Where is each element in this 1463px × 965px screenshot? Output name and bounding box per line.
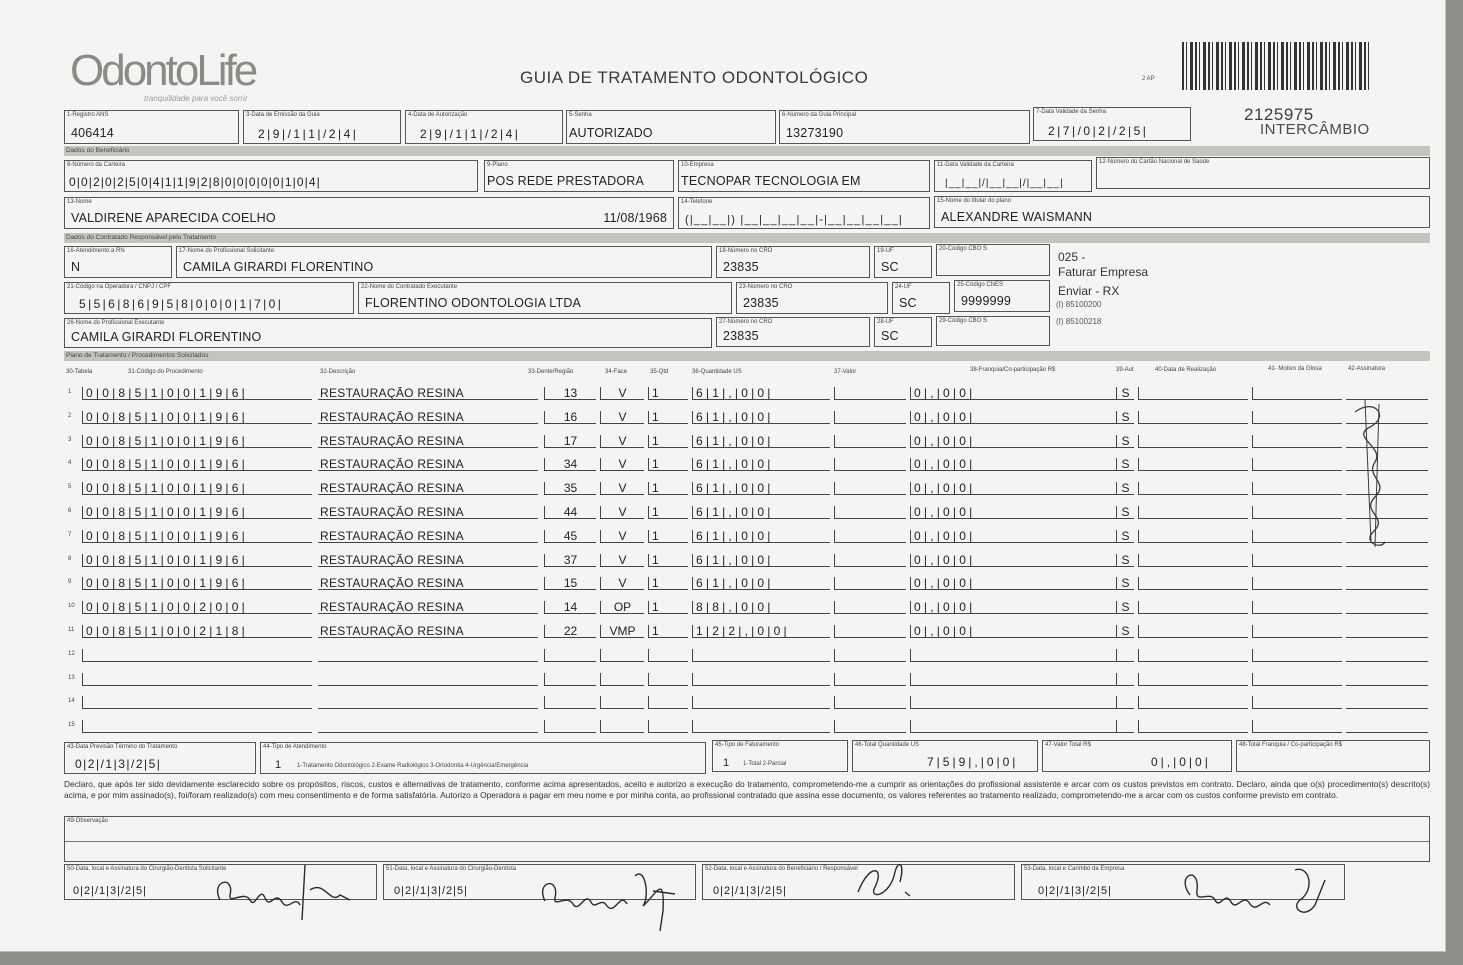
cell-aut[interactable]: S — [1116, 435, 1134, 448]
cell-aut[interactable] — [1116, 649, 1134, 662]
cell-copay[interactable]: 0|,|0|0| — [910, 601, 1120, 614]
cell-signature[interactable] — [1346, 720, 1428, 733]
cell-completion-date[interactable] — [1138, 720, 1248, 733]
cell-aut[interactable]: S — [1116, 577, 1134, 590]
cell-qty[interactable]: 1 — [648, 458, 688, 471]
cell-us-qty[interactable]: 6|1|,|0|0| — [692, 554, 830, 567]
cell-value[interactable] — [834, 720, 906, 733]
row-signatures-scribble — [1345, 392, 1401, 552]
cell-us-qty[interactable]: 6|1|,|0|0| — [692, 435, 830, 448]
cell-face[interactable]: V — [600, 554, 644, 567]
field-uf-executing[interactable]: 28-UF SC — [874, 317, 932, 347]
field-cro-requesting[interactable]: 18-Número no CRO 23835 — [716, 246, 870, 278]
field-total-value[interactable]: 47-Valor Total R$ 0|,|0|0| — [1042, 740, 1232, 772]
row-number: 13 — [68, 674, 75, 681]
birth-date: 11/08/1968 — [603, 211, 667, 225]
cell-tooth[interactable] — [544, 720, 596, 733]
field-holder-name[interactable]: 15-Nome do titular do plano ALEXANDRE WAISMANN — [934, 196, 1430, 228]
cell-tooth[interactable]: 14 — [544, 601, 596, 614]
table-row[interactable] — [64, 379, 1430, 403]
cell-us-qty[interactable]: 1|2|2|,|0|0| — [692, 625, 830, 638]
cell-tooth[interactable]: 45 — [544, 530, 596, 543]
cell-completion-date[interactable] — [1138, 530, 1248, 543]
cell-face[interactable] — [600, 673, 644, 686]
col-procedure-code: 31-Código do Procedimento — [128, 369, 203, 375]
cell-description[interactable] — [318, 673, 538, 686]
cell-aut[interactable] — [1116, 673, 1134, 686]
cell-aut[interactable] — [1116, 720, 1134, 733]
cell-denial-reason[interactable] — [1252, 625, 1342, 638]
row-number: 9 — [68, 579, 72, 586]
cell-procedure-code[interactable]: 0|0|8|5|1|0|0|1|9|6| — [82, 435, 312, 448]
section-beneficiary: Dados do Beneficiário — [64, 146, 1430, 156]
cell-denial-reason[interactable] — [1252, 530, 1342, 543]
table-row[interactable] — [64, 712, 1430, 736]
cell-value[interactable] — [834, 673, 906, 686]
odontolife-logo — [70, 46, 270, 106]
declaration-text: Declaro, que após ter sido devidamente esclarecido sobre os propósitos, riscos, custos e alternativas de tratamento, conforme acima apresentados, aceito e autorizo a execução do tratamento, comprometendo-me a cumprir as orientações do profissional assistente e arcar com os custos previstos em contrato. Declaro, ainda que o(s) procedimento(s) descrito(s) acima, e por mim assinado(s), foi/foram realizado(s) com meu consentimento e de forma satisfatória. Autorizo a Operadora a pagar em meu nome e por minha conta, ao profissional contratado que assina esse documento, os valores referentes ao tratamento realizado, comprometendo-me a arcar com os custos conforme previsto em contrato. — [64, 779, 1430, 800]
field-issue-date[interactable]: 3-Data de Emissão da Guia 2|9|/1|1|/2|4| — [243, 110, 401, 144]
cell-us-qty[interactable] — [692, 649, 830, 662]
cell-procedure-code[interactable]: 0|0|8|5|1|0|0|1|9|6| — [82, 530, 312, 543]
signature-dentist[interactable]: 51-Data, local e Assinatura do Cirurgião-Dentista 0|2|/1|3|/2|5| — [383, 864, 696, 900]
cell-tooth[interactable]: 37 — [544, 554, 596, 567]
cell-copay[interactable]: 0|,|0|0| — [910, 435, 1120, 448]
cell-procedure-code[interactable] — [82, 720, 312, 733]
cell-qty[interactable]: 1 — [648, 387, 688, 400]
field-ans-registry[interactable]: 1-Registro ANS 406414 — [64, 110, 239, 144]
col-face: 34-Face — [605, 369, 628, 375]
cell-us-qty[interactable]: 8|8|,|0|0| — [692, 601, 830, 614]
cell-value[interactable] — [834, 577, 906, 590]
cell-face[interactable]: V — [600, 458, 644, 471]
cell-denial-reason[interactable] — [1252, 554, 1342, 567]
cell-qty[interactable]: 1 — [648, 601, 688, 614]
cell-signature[interactable] — [1346, 696, 1428, 709]
field-cbo-requesting[interactable]: 20-Código CBO S — [936, 244, 1050, 276]
cell-denial-reason[interactable] — [1252, 482, 1342, 495]
table-row[interactable] — [64, 688, 1430, 712]
cell-us-qty[interactable] — [692, 673, 830, 686]
field-cbo-executing[interactable]: 29-Código CBO S — [936, 316, 1050, 346]
cell-description[interactable]: RESTAURAÇÃO RESINA — [318, 482, 538, 495]
cell-description[interactable]: RESTAURAÇÃO RESINA — [318, 530, 538, 543]
side-note-ref-1: (I) 85100200 — [1056, 300, 1102, 309]
cell-tooth[interactable]: 17 — [544, 435, 596, 448]
table-row[interactable] — [64, 617, 1430, 641]
row-number: 2 — [68, 412, 72, 419]
cell-qty[interactable]: 1 — [648, 482, 688, 495]
col-description: 32-Descrição — [320, 369, 356, 375]
table-row[interactable] — [64, 427, 1430, 451]
cell-completion-date[interactable] — [1138, 625, 1248, 638]
col-signature: 42-Assinatura — [1348, 366, 1386, 372]
field-password-validity[interactable]: 7-Data Validade da Senha 2|7|/0|2|/2|5| — [1033, 107, 1191, 141]
cell-value[interactable] — [834, 506, 906, 519]
cell-tooth[interactable]: 22 — [544, 625, 596, 638]
cell-value[interactable] — [834, 696, 906, 709]
table-row[interactable] — [64, 569, 1430, 593]
table-row[interactable] — [64, 593, 1430, 617]
row-number: 3 — [68, 436, 72, 443]
via-label: 2 AP — [1142, 76, 1155, 82]
cell-face[interactable]: OP — [600, 601, 644, 614]
cell-copay[interactable] — [910, 673, 1120, 686]
col-completion-date: 40-Data de Realização — [1155, 367, 1217, 373]
cell-description[interactable] — [318, 720, 538, 733]
cell-description[interactable]: RESTAURAÇÃO RESINA — [318, 577, 538, 590]
cell-completion-date[interactable] — [1138, 601, 1248, 614]
table-row[interactable] — [64, 498, 1430, 522]
cell-copay[interactable]: 0|,|0|0| — [910, 387, 1120, 400]
cell-denial-reason[interactable] — [1252, 387, 1342, 400]
cell-description[interactable]: RESTAURAÇÃO RESINA — [318, 435, 538, 448]
cell-signature[interactable] — [1346, 554, 1428, 567]
field-main-guide-number[interactable]: 6-Número da Guia Principal 13273190 — [779, 110, 1030, 144]
field-total-copay[interactable]: 48-Total Franquia / Co-participação R$ — [1236, 740, 1430, 772]
signature-company-stamp[interactable]: 53-Data, local e Carimbo da Empresa 0|2|/1|3|/2|5| — [1021, 864, 1345, 900]
field-plan[interactable]: 9-Plano POS REDE PRESTADORA — [484, 160, 674, 192]
cell-description[interactable]: RESTAURAÇÃO RESINA — [318, 625, 538, 638]
cell-copay[interactable]: 0|,|0|0| — [910, 577, 1120, 590]
field-executing-contractor[interactable]: 22-Nome do Contratado Executante FLORENTINO ODONTOLOGIA LTDA — [358, 282, 732, 314]
side-note-rx: Enviar - RX — [1058, 284, 1120, 298]
cell-value[interactable] — [834, 458, 906, 471]
field-requesting-professional[interactable]: 17-Nome do Profissional Solicitante CAMILA GIRARDI FLORENTINO — [176, 246, 712, 278]
cell-denial-reason[interactable] — [1252, 577, 1342, 590]
field-observation[interactable]: 49-Observação — [64, 816, 1430, 862]
cell-aut[interactable]: S — [1116, 625, 1134, 638]
cell-face[interactable]: V — [600, 411, 644, 424]
guide-number: 2125975 — [1244, 105, 1314, 124]
cell-description[interactable]: RESTAURAÇÃO RESINA — [318, 387, 538, 400]
logo-wordmark: OdontoLife — [70, 46, 256, 95]
signature-requesting-dentist[interactable]: 50-Data, local e Assinatura do Cirurgião-Dentista Solicitante 0|2|/1|3|/2|5| — [64, 864, 377, 900]
cell-tooth[interactable]: 34 — [544, 458, 596, 471]
col-value: 37-Valor — [834, 369, 857, 375]
cell-completion-date[interactable] — [1138, 435, 1248, 448]
cell-value[interactable] — [834, 554, 906, 567]
row-number: 5 — [68, 484, 72, 491]
cell-aut[interactable]: S — [1116, 387, 1134, 400]
cell-aut[interactable]: S — [1116, 411, 1134, 424]
cell-signature[interactable] — [1346, 649, 1428, 662]
cell-completion-date[interactable] — [1138, 506, 1248, 519]
cell-aut[interactable] — [1116, 696, 1134, 709]
col-denial-reason: 41- Motivo da Glosa — [1268, 366, 1322, 372]
cell-copay[interactable]: 0|,|0|0| — [910, 530, 1120, 543]
cell-qty[interactable]: 1 — [648, 411, 688, 424]
cell-qty[interactable]: 1 — [648, 577, 688, 590]
field-uf-executing-contractor[interactable]: 24-UF SC — [892, 282, 950, 314]
cell-face[interactable] — [600, 696, 644, 709]
cell-copay[interactable]: 0|,|0|0| — [910, 411, 1120, 424]
field-billing-type[interactable]: 45-Tipo de Faturamento 1 1-Total 2-Parcial — [712, 740, 848, 772]
cell-face[interactable]: V — [600, 387, 644, 400]
cell-us-qty[interactable]: 6|1|,|0|0| — [692, 577, 830, 590]
cell-value[interactable] — [834, 530, 906, 543]
field-beneficiary-name[interactable]: 13-Nome VALDIRENE APARECIDA COELHO 11/08/1968 — [64, 197, 674, 229]
guide-type: INTERCÂMBIO — [1260, 121, 1370, 138]
field-executing-professional[interactable]: 26-Nome do Profissional Executante CAMILA GIRARDI FLORENTINO — [64, 318, 712, 348]
cell-value[interactable] — [834, 625, 906, 638]
row-number: 11 — [68, 627, 75, 633]
field-total-us[interactable]: 46-Total Quantidade US 7|5|9|,|0|0| — [852, 740, 1038, 772]
cell-us-qty[interactable] — [692, 720, 830, 733]
barcode-icon — [1182, 42, 1369, 90]
section-treatment-plan: Plano de Tratamento / Procedimentos Solicitados — [64, 351, 1430, 361]
cell-denial-reason[interactable] — [1252, 506, 1342, 519]
cell-qty[interactable]: 1 — [648, 554, 688, 567]
table-row[interactable] — [64, 546, 1430, 570]
row-number: 12 — [68, 650, 75, 657]
cell-face[interactable] — [600, 649, 644, 662]
cell-value[interactable] — [834, 435, 906, 448]
field-expected-end-date[interactable]: 43-Data Previsão Término do Tratamento 0|2|/1|3|/2|5| — [64, 742, 256, 774]
cell-denial-reason[interactable] — [1252, 673, 1342, 686]
cell-completion-date[interactable] — [1138, 387, 1248, 400]
col-us-qty: 36-Quantidade US — [692, 369, 742, 375]
cell-face[interactable]: V — [600, 435, 644, 448]
row-number: 1 — [68, 389, 72, 395]
table-row[interactable] — [64, 641, 1430, 665]
signature-scribble-2 — [535, 856, 685, 936]
cell-face[interactable]: V — [600, 530, 644, 543]
cell-procedure-code[interactable]: 0|0|8|5|1|0|0|1|9|6| — [82, 411, 312, 424]
field-cro-executing[interactable]: 27-Número no CRO 23835 — [716, 317, 870, 347]
cell-aut[interactable]: S — [1116, 482, 1134, 495]
cell-us-qty[interactable]: 6|1|,|0|0| — [692, 387, 830, 400]
cell-completion-date[interactable] — [1138, 411, 1248, 424]
section-contracted: Dados do Contratado Responsável pelo Tratamento — [64, 233, 1430, 243]
table-row[interactable] — [64, 450, 1430, 474]
table-row[interactable] — [64, 522, 1430, 546]
cell-completion-date[interactable] — [1138, 673, 1248, 686]
cell-description[interactable] — [318, 649, 538, 662]
cell-procedure-code[interactable]: 0|0|8|5|1|0|0|1|9|6| — [82, 506, 312, 519]
cell-procedure-code[interactable] — [82, 649, 312, 662]
row-number: 8 — [68, 555, 72, 562]
field-authorization-date[interactable]: 4-Data de Autorização 2|9|/1|1|/2|4| — [405, 110, 563, 144]
signature-scribble-4 — [1175, 860, 1335, 930]
cell-signature[interactable] — [1346, 673, 1428, 686]
cell-aut[interactable]: S — [1116, 530, 1134, 543]
cell-value[interactable] — [834, 649, 906, 662]
cell-denial-reason[interactable] — [1252, 649, 1342, 662]
cell-us-qty[interactable]: 6|1|,|0|0| — [692, 458, 830, 471]
cell-denial-reason[interactable] — [1252, 411, 1342, 424]
cell-us-qty[interactable]: 6|1|,|0|0| — [692, 506, 830, 519]
col-qty: 35-Qtd — [650, 369, 669, 375]
cell-aut[interactable]: S — [1116, 601, 1134, 614]
col-copay: 38-Franquia/Co-participação R$ — [970, 367, 1056, 373]
cell-us-qty[interactable]: 6|1|,|0|0| — [692, 411, 830, 424]
cell-signature[interactable] — [1346, 577, 1428, 590]
field-cro-executing-contractor[interactable]: 23-Número no CRO 23835 — [736, 282, 888, 314]
cell-face[interactable]: V — [600, 577, 644, 590]
cell-description[interactable]: RESTAURAÇÃO RESINA — [318, 458, 538, 471]
table-row[interactable] — [64, 403, 1430, 427]
cell-procedure-code[interactable]: 0|0|8|5|1|0|0|1|9|6| — [82, 482, 312, 495]
cell-description[interactable]: RESTAURAÇÃO RESINA — [318, 411, 538, 424]
side-note-code: 025 - — [1058, 250, 1086, 264]
cell-signature[interactable] — [1346, 601, 1428, 614]
row-number: 10 — [68, 603, 75, 610]
cell-qty[interactable]: 1 — [648, 530, 688, 543]
cell-denial-reason[interactable] — [1252, 435, 1342, 448]
cell-procedure-code[interactable]: 0|0|8|5|1|0|0|2|1|8| — [82, 625, 312, 638]
cell-tooth[interactable] — [544, 696, 596, 709]
side-note-billing: Faturar Empresa — [1058, 265, 1149, 279]
cell-qty[interactable]: 1 — [648, 435, 688, 448]
cell-description[interactable]: RESTAURAÇÃO RESINA — [318, 554, 538, 567]
cell-procedure-code[interactable]: 0|0|8|5|1|0|0|1|9|6| — [82, 458, 312, 471]
cell-tooth[interactable]: 15 — [544, 577, 596, 590]
table-row[interactable] — [64, 665, 1430, 689]
field-national-health-card[interactable]: 12-Número do Cartão Nacional de Saúde — [1096, 157, 1430, 189]
cell-qty[interactable] — [648, 720, 688, 733]
cell-tooth[interactable]: 16 — [544, 411, 596, 424]
cell-tooth[interactable] — [544, 673, 596, 686]
cell-procedure-code[interactable] — [82, 673, 312, 686]
cell-copay[interactable]: 0|,|0|0| — [910, 554, 1120, 567]
cell-face[interactable] — [600, 720, 644, 733]
cell-completion-date[interactable] — [1138, 696, 1248, 709]
cell-copay[interactable] — [910, 696, 1120, 709]
cell-procedure-code[interactable]: 0|0|8|5|1|0|0|1|9|6| — [82, 577, 312, 590]
side-note-ref-2: (I) 85100218 — [1056, 317, 1102, 326]
cell-tooth[interactable]: 35 — [544, 482, 596, 495]
page-title: GUIA DE TRATAMENTO ODONTOLÓGICO — [520, 68, 869, 87]
cell-qty[interactable]: 1 — [648, 625, 688, 638]
field-care-type[interactable]: 44-Tipo de Atendimento 1 1-Tratamento Odontológico 2-Exame Radiológico 3-Ortodontia 4-Urgência/Emergência — [260, 742, 706, 774]
cell-us-qty[interactable]: 6|1|,|0|0| — [692, 482, 830, 495]
cell-aut[interactable]: S — [1116, 506, 1134, 519]
field-operator-code[interactable]: 21-Código na Operadora / CNPJ / CPF 5|5|6|8|6|9|5|8|0|0|0|1|7|0| — [64, 282, 354, 314]
cell-tooth[interactable] — [544, 649, 596, 662]
cell-qty[interactable] — [648, 649, 688, 662]
cell-description[interactable]: RESTAURAÇÃO RESINA — [318, 601, 538, 614]
field-cnes[interactable]: 25-Código CNES 9999999 — [954, 280, 1050, 312]
cell-copay[interactable] — [910, 720, 1120, 733]
cell-us-qty[interactable]: 6|1|,|0|0| — [692, 530, 830, 543]
cell-tooth[interactable]: 44 — [544, 506, 596, 519]
cell-description[interactable] — [318, 696, 538, 709]
row-number: 7 — [68, 531, 72, 538]
cell-aut[interactable]: S — [1116, 554, 1134, 567]
cell-copay[interactable]: 0|,|0|0| — [910, 506, 1120, 519]
cell-procedure-code[interactable] — [82, 696, 312, 709]
col-tooth: 33-Dente/Região — [528, 369, 574, 375]
logo-tagline: tranquilidade para você sorrir — [144, 94, 248, 103]
signature-beneficiary[interactable]: 52-Data, local e Assinatura do Beneficiário / Responsável 0|2|/1|3|/2|5| — [702, 864, 1015, 900]
cell-denial-reason[interactable] — [1252, 696, 1342, 709]
cell-completion-date[interactable] — [1138, 482, 1248, 495]
cell-procedure-code[interactable]: 0|0|8|5|1|0|0|2|0|0| — [82, 601, 312, 614]
row-number: 4 — [68, 460, 72, 467]
cell-value[interactable] — [834, 387, 906, 400]
field-phone[interactable]: 14-Telefone (|__|__|) |__|__|__|__|-|__|__|__|__| — [678, 197, 930, 229]
cell-copay[interactable]: 0|,|0|0| — [910, 625, 1120, 638]
cell-value[interactable] — [834, 482, 906, 495]
row-number: 6 — [68, 508, 72, 514]
cell-tooth[interactable]: 13 — [544, 387, 596, 400]
col-aut: 39-Aut — [1116, 367, 1134, 373]
table-row[interactable] — [64, 474, 1430, 498]
row-number: 14 — [68, 698, 75, 705]
cell-qty[interactable]: 1 — [648, 506, 688, 519]
field-card-number[interactable]: 8-Número da Carteira 0|0|2|0|2|5|0|4|1|1|9|2|8|0|0|0|0|0|1|0|4| — [64, 160, 478, 192]
col-table: 30-Tabela — [66, 369, 93, 375]
cell-denial-reason[interactable] — [1252, 720, 1342, 733]
cell-qty[interactable] — [648, 696, 688, 709]
cell-procedure-code[interactable]: 0|0|8|5|1|0|0|1|9|6| — [82, 554, 312, 567]
cell-procedure-code[interactable]: 0|0|8|5|1|0|0|1|9|6| — [82, 387, 312, 400]
cell-value[interactable] — [834, 601, 906, 614]
cell-denial-reason[interactable] — [1252, 458, 1342, 471]
cell-face[interactable]: VMP — [600, 625, 644, 638]
cell-aut[interactable]: S — [1116, 458, 1134, 471]
cell-completion-date[interactable] — [1138, 458, 1248, 471]
cell-us-qty[interactable] — [692, 696, 830, 709]
field-password[interactable]: 5-Senha AUTORIZADO — [566, 110, 776, 144]
cell-copay[interactable]: 0|,|0|0| — [910, 482, 1120, 495]
cell-qty[interactable] — [648, 673, 688, 686]
field-company[interactable]: 10-Empresa TECNOPAR TECNOLOGIA EM — [678, 160, 930, 192]
cell-completion-date[interactable] — [1138, 577, 1248, 590]
cell-signature[interactable] — [1346, 625, 1428, 638]
cell-face[interactable]: V — [600, 482, 644, 495]
cell-completion-date[interactable] — [1138, 649, 1248, 662]
row-number: 15 — [68, 722, 75, 729]
cell-value[interactable] — [834, 411, 906, 424]
cell-copay[interactable] — [910, 649, 1120, 662]
cell-completion-date[interactable] — [1138, 554, 1248, 567]
cell-description[interactable]: RESTAURAÇÃO RESINA — [318, 506, 538, 519]
cell-face[interactable]: V — [600, 506, 644, 519]
field-card-validity[interactable]: 11-Data Validade da Carteira |__|__|/|__|__|/|__|__| — [934, 160, 1092, 192]
signature-scribble-3 — [850, 852, 930, 912]
field-rn-care[interactable]: 16-Atendimento a RN N — [64, 246, 172, 278]
cell-copay[interactable]: 0|,|0|0| — [910, 458, 1120, 471]
field-uf-requesting[interactable]: 19-UF SC — [874, 246, 932, 278]
signature-scribble-1 — [210, 850, 360, 930]
cell-denial-reason[interactable] — [1252, 601, 1342, 614]
